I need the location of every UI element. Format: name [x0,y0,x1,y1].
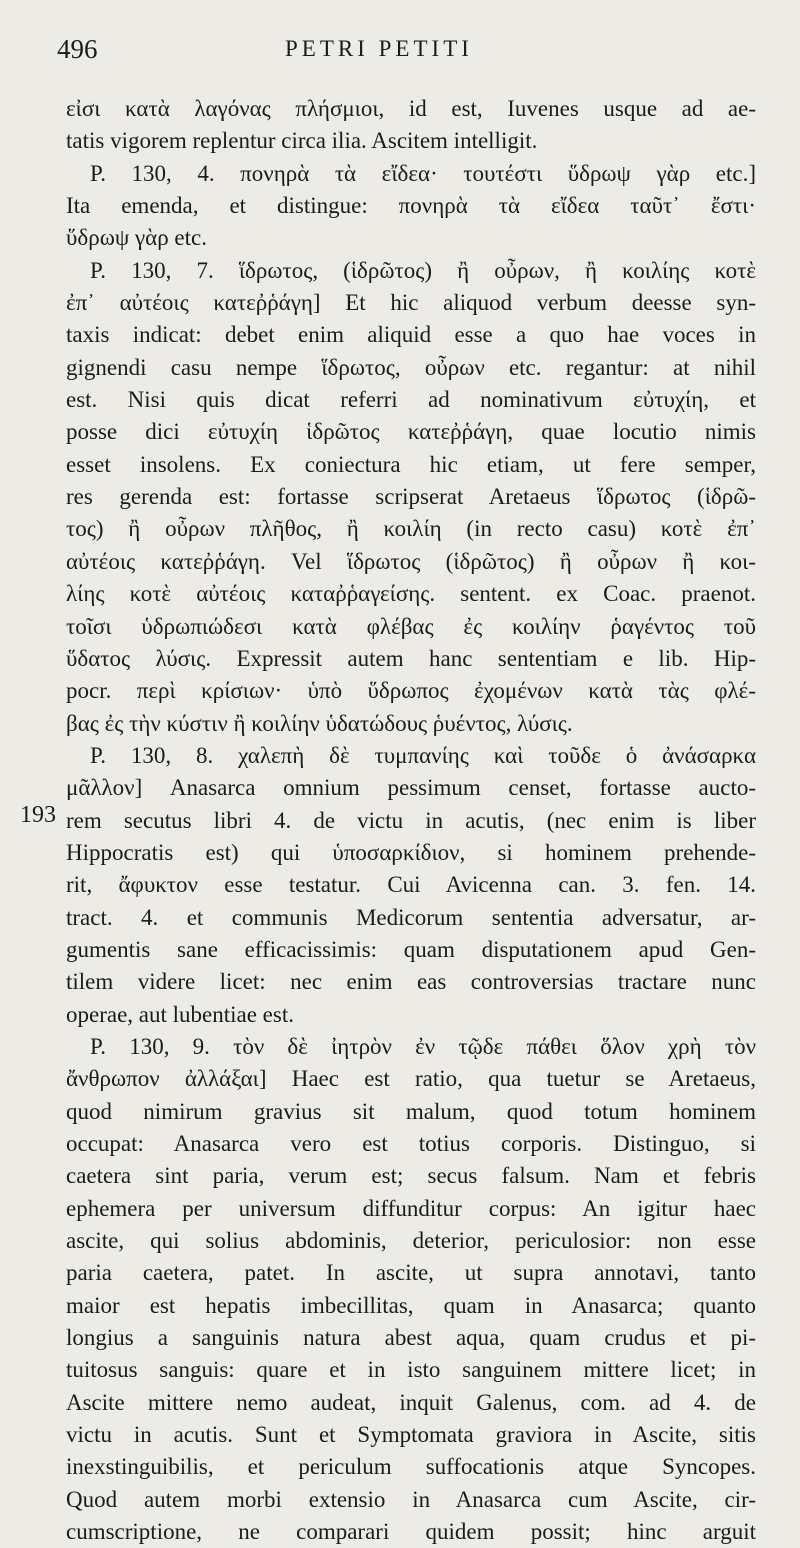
text-line: gumentis sane efficacissimis: quam disputationem apud Gen- [66,936,756,962]
text-line: occupat: Anasarca vero est totius corporis. Distinguo, si [66,1131,756,1156]
text-line: inexstinguibilis, et periculum suffocationis atque Syncopes. [66,1454,756,1480]
text-line: ὕδατος λύσις. Expressit autem hanc sententiam e lib. Hip- [66,645,756,671]
text-line: Ascite mittere nemo audeat, inquit Galenus, com. ad 4. de [66,1389,756,1415]
running-title: PETRI PETITI [285,36,473,61]
text-line: τοῖσι ὑδρωπιώδεσι κατὰ φλέβας ἐς κοιλίην ῥαγέντος τοῦ [66,613,756,639]
text-line: ἄνθρωπον ἀλλάξαι] Haec est ratio, qua tuetur se Aretaeus, [66,1066,756,1092]
text-line: longius a sanguinis natura abest aqua, quam crudus et pi- [66,1325,756,1351]
text-line: tatis vigorem replentur circa ilia. Ascitem intelligit. [66,128,538,154]
text-line: μᾶλλον] Anasarca omnium pessimum censet, fortasse aucto- [66,775,756,801]
text-line: τος) ἢ οὖρων πλῆθος, ἢ κοιλίη (in recto casu) κοτὲ ἐπ᾽ [66,516,756,542]
text-line: εἰσι κατὰ λαγόνας πλήσμιοι, id est, Iuvenes usque ad ae- [66,96,756,121]
text-line: paria caetera, patet. In ascite, ut supra annotavi, tanto [66,1260,756,1286]
text-line: ἐπ᾽ αὐτέοις κατεῤῥάγη] Et hic aliquod verbum deesse syn- [66,290,756,316]
text-line: victu in acutis. Sunt et Symptomata graviora in Ascite, sitis [66,1422,756,1448]
text-line: rit, ἄφυκτον esse testatur. Cui Avicenna can. 3. fen. 14. [66,872,756,898]
text-line: esset insolens. Ex coniectura hic etiam, ut fere semper, [66,451,756,477]
text-line: Quod autem morbi extensio in Anasarca cum Ascite, cir- [66,1486,756,1512]
text-line: P. 130, 8. χαλεπὴ δὲ τυμπανίης καὶ τοῦδε ὁ ἀνάσαρκα [90,742,756,768]
text-line: ephemera per universum diffunditur corpus: An igitur haec [66,1195,756,1221]
text-line: pocr. περὶ κρίσιων· ὑπὸ ὕδρωπος ἐχομένων κατὰ τὰς φλέ- [66,678,756,704]
text-line: Ita emenda, et distingue: πονηρὰ τὰ εἴδεα ταῦτ᾽ ἔστι· [66,193,756,219]
text-line: βας ἐς τὴν κύστιν ἢ κοιλίην ὑδατώδους ῥυέντος, λύσις. [66,710,573,736]
page-number: 496 [57,34,98,64]
text-line: caetera sint paria, verum est; secus falsum. Nam et febris [66,1163,756,1189]
text-line: Hippocratis est) qui ὑποσαρκίδιον, si hominem prehende- [66,839,756,865]
margin-page-reference: 193 [20,802,56,828]
text-line: taxis indicat: debet enim aliquid esse a quo hae voces in [66,322,756,348]
text-line: maior est hepatis imbecillitas, quam in Anasarca; quanto [66,1292,756,1318]
text-line: tuitosus sanguis: quare et in isto sanguinem mittere licet; in [66,1357,756,1383]
text-line: est. Nisi quis dicat referri ad nominativum εὐτυχίη, et [66,387,756,413]
page-header [0,34,800,74]
text-line: cumscriptione, ne comparari quidem possit; hinc arguit [66,1519,756,1545]
body-text [66,93,756,1548]
text-line: P. 130, 4. πονηρὰ τὰ εἴδεα· τουτέστι ὕδρωψ γὰρ etc.] [90,160,756,186]
text-line: ὕδρωψ γὰρ etc. [66,225,207,251]
text-line: tilem videre licet: nec enim eas controversias tractare nunc [66,969,756,995]
text-line: gignendi casu nempe ἵδρωτος, οὖρων etc. regantur: at nihil [66,354,756,380]
text-line: operae, aut lubentiae est. [66,1001,294,1027]
text-line: tract. 4. et communis Medicorum sententia adversatur, ar- [66,904,756,930]
text-line: quod nimirum gravius sit malum, quod totum hominem [66,1098,756,1124]
text-line: αὐτέοις κατεῤῥάγη. Vel ἵδρωτος (ἱδρῶτος) ἢ οὖρων ἢ κοι- [66,548,756,574]
text-line: posse dici εὐτυχίη ἱδρῶτος κατεῤῥάγη, quae locutio nimis [66,419,756,445]
text-line: λίης κοτὲ αὐτέοις καταῤῥαγείσης. sentent. ex Coac. praenot. [66,581,756,607]
text-line: rem secutus libri 4. de victu in acutis, (nec enim is liber [66,807,756,833]
text-line: res gerenda est: fortasse scripserat Aretaeus ἵδρωτος (ἱδρῶ- [66,484,756,510]
text-line: ascite, qui solius abdominis, deterior, periculosior: non esse [66,1228,756,1254]
text-line: P. 130, 7. ἵδρωτος, (ἱδρῶτος) ἢ οὖρων, ἢ κοιλίης κοτὲ [90,257,756,283]
text-line: P. 130, 9. τὸν δὲ ἰητρὸν ἐν τῷδε πάθει ὅλον χρὴ τὸν [90,1033,756,1059]
